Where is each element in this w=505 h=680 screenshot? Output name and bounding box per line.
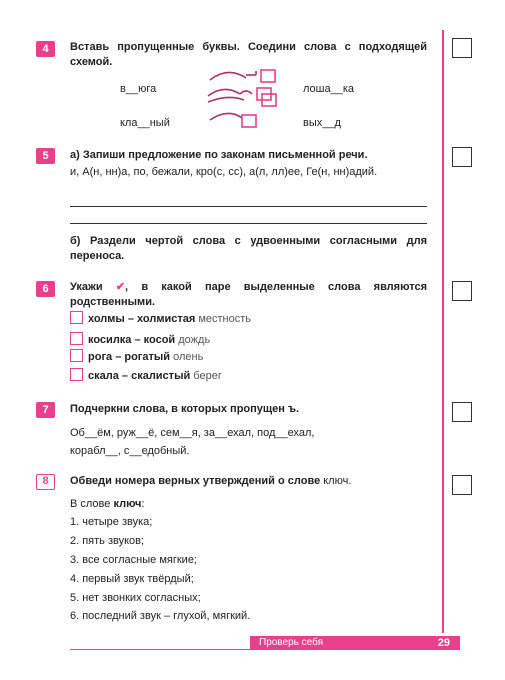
footer-bar [250,636,460,650]
option-pair: рога – рогатый [88,351,171,363]
option-pair: холмы – холмистая [88,313,196,325]
task-7-instruction: Подчеркни слова, в которых пропущен ъ. [70,403,300,415]
task-5b-instruction: б) Раздели чертой слова с удвоенными согласными для переноса. [70,235,427,262]
writing-line-2[interactable] [70,223,427,224]
root-arc-1 [210,72,246,80]
footer-rule [70,649,460,650]
checkmark-icon: ✔ [115,281,126,293]
task-number-6: 6 [36,281,55,297]
ending-box-4 [242,115,256,127]
option-checkbox[interactable] [70,368,83,381]
intro-pre: В слове [70,498,111,510]
word-schemes[interactable] [200,66,285,134]
option-context: олень [173,351,204,363]
task-6-instruction-pre: Укажи [70,281,103,293]
task-8-instruction [70,474,351,489]
task-7-words-line-2[interactable]: корабл__, с__едобный. [70,445,190,457]
statement-1[interactable]: 1. четыре звука; [70,516,153,528]
answer-box-8[interactable] [452,475,472,495]
option-pair: косилка – косой [88,334,176,346]
option-checkbox[interactable] [70,311,83,324]
statement-4[interactable]: 4. первый звук твёрдый; [70,573,194,585]
option-3[interactable] [70,349,203,364]
root-arc-3 [208,97,244,102]
ending-box-1 [261,70,275,82]
answer-box-4[interactable] [452,38,472,58]
option-pair: скала – скалистый [88,370,191,382]
task-6-instruction [70,280,427,310]
task-5a-instruction: а) Запиши предложение по законам письменной речи. [70,149,368,161]
task-4-word-1[interactable]: в__юга [120,83,157,95]
answer-box-6[interactable] [452,281,472,301]
root-arc-2 [208,89,240,96]
intro-word: ключ [113,498,142,510]
statement-3[interactable]: 3. все согласные мягкие; [70,554,197,566]
writing-line-1[interactable] [70,206,427,207]
task-number-8: 8 [36,474,55,490]
task-4-word-3[interactable]: лоша__ка [303,83,355,95]
root-arc-4 [210,113,242,120]
option-checkbox[interactable] [70,349,83,362]
page-number: 29 [437,637,450,649]
option-checkbox[interactable] [70,332,83,345]
answer-box-5[interactable] [452,147,472,167]
option-context: местность [198,313,252,325]
statement-6[interactable]: 6. последний звук – глухой, мягкий. [70,610,251,622]
task-number-4: 4 [36,41,55,57]
task-8-target-word: ключ. [323,475,352,487]
task-8-intro [70,497,145,512]
intro-post: : [141,498,145,510]
statement-5[interactable]: 5. нет звонких согласных; [70,592,201,604]
task-5a-text: и, А(н, нн)а, по, бежали, кро(с, сс), а(л, лл)ее, Ге(н, нн)адий. [70,166,378,178]
answer-box-7[interactable] [452,402,472,422]
task-number-5: 5 [36,148,55,164]
task-7-words-line-1[interactable]: Об__ём, руж__ё, сем__я, за__ехал, под__ехал, [70,427,315,439]
statement-2[interactable]: 2. пять звуков; [70,535,145,547]
margin-divider [442,30,444,633]
task-8-instruction-text: Обведи номера верных утверждений о слове [70,475,321,487]
task-number-7: 7 [36,402,55,418]
option-1[interactable] [70,311,251,326]
option-4[interactable] [70,368,222,383]
task-6-instruction-post: , в какой паре выделенные слова являются родственными. [70,281,427,308]
option-2[interactable] [70,332,210,347]
task-4-word-2[interactable]: кла__ный [120,117,170,129]
option-context: дождь [178,334,211,346]
footer-label: Проверь себя [259,637,323,648]
option-context: берег [193,370,222,382]
task-4-instruction: Вставь пропущенные буквы. Соедини слова с подходящей схемой. [70,41,427,68]
task-4-word-4[interactable]: вых__д [303,117,341,129]
